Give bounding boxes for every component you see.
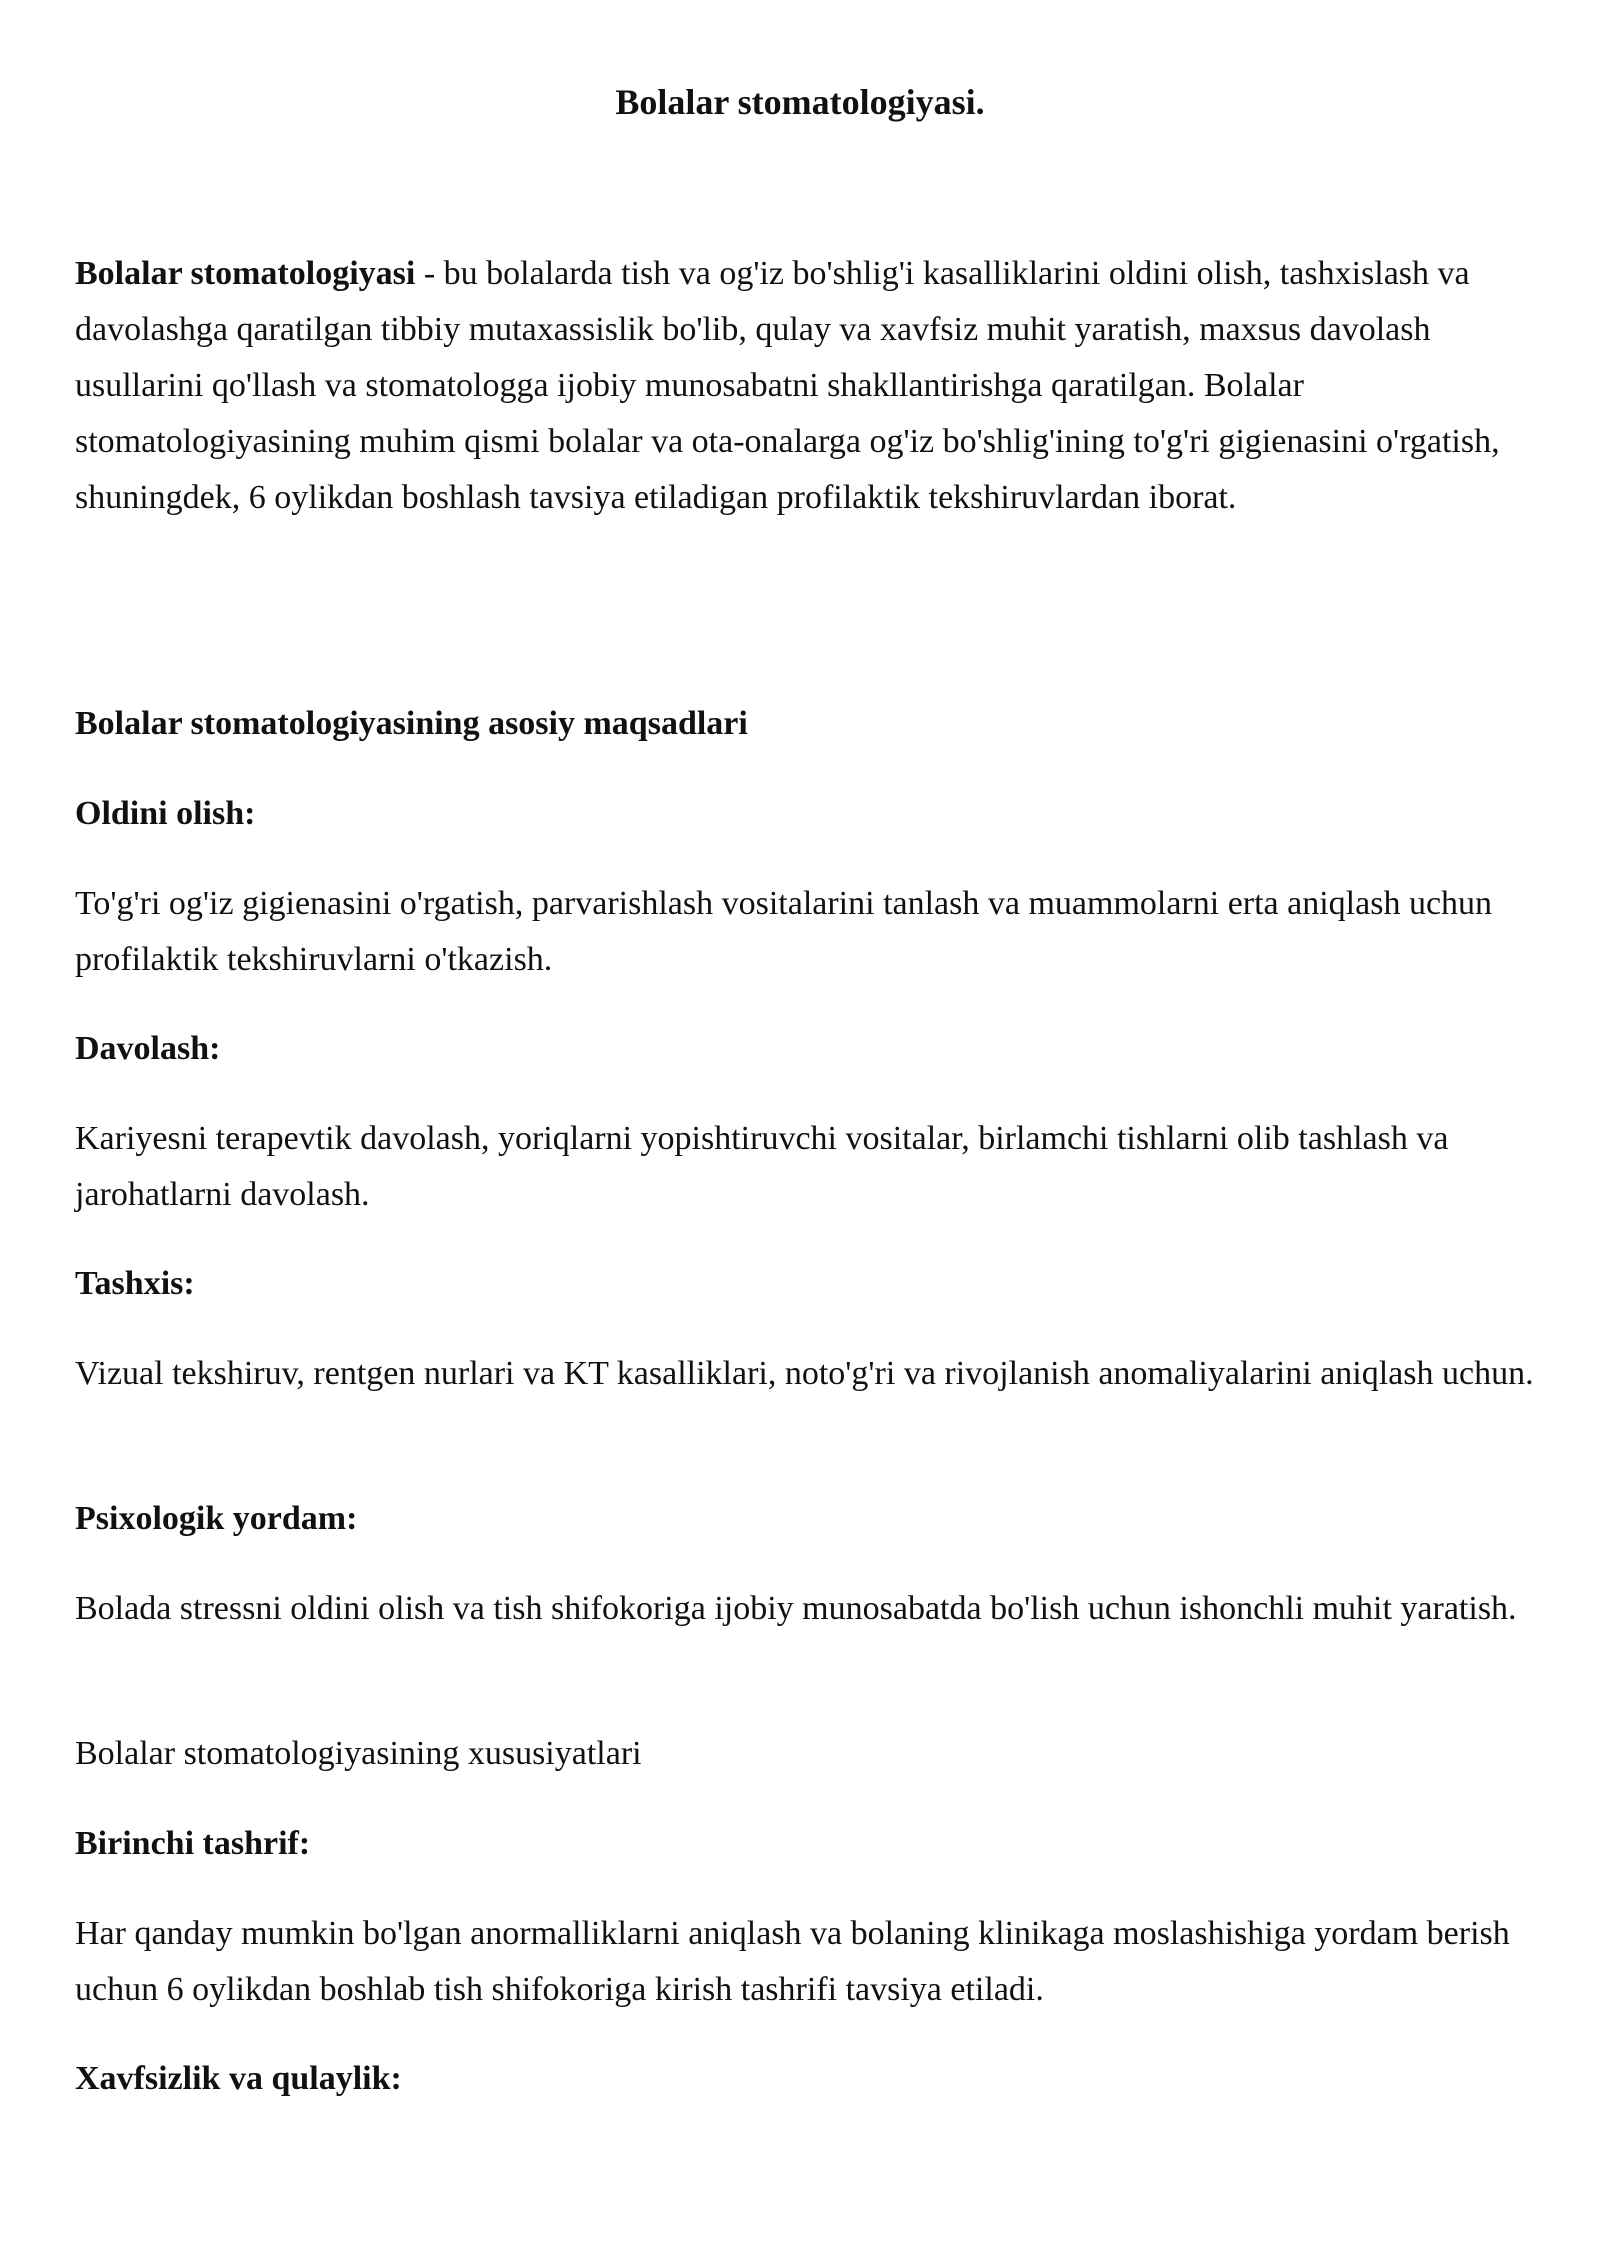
treatment-heading: Davolash: (75, 1030, 221, 1067)
first-visit-heading: Birinchi tashrif: (75, 1825, 311, 1862)
treatment-text: Kariyesni terapevtik davolash, yoriqlarni yopishtiruvchi vositalar, birlamchi tishlarni olib tashlash va jarohatlarni davolash. (75, 1120, 1449, 1213)
diagnosis-heading: Tashxis: (75, 1265, 195, 1302)
prevention-text: To'g'ri og'iz gigienasini o'rgatish, parvarishlash vositalarini tanlash va muammolarni erta aniqlash uchun profilaktik tekshiruvlarni o'tkazish. (75, 885, 1493, 978)
prevention-heading: Oldini olish: (75, 795, 256, 832)
intro-text: - bu bolalarda tish va og'iz bo'shlig'i kasalliklarini oldini olish, tashxislash va davolashga qaratilgan tibbiy mutaxassislik bo'lib, qulay va xavfsiz muhit yaratish, maxsus davolash usullarini qo'llash va stomatologga ijobiy munosabatni shakllantirishga qaratilgan. Bolalar stomatologiyasining muhim qismi bolalar va ota-onalarga og'iz bo'shlig'ining to'g'ri gigienasini o'rgatish, shuningdek, 6 oylikdan boshlash tavsiya etiladigan profilaktik tekshiruvlardan iborat. (75, 255, 1500, 516)
first-visit-text: Har qanday mumkin bo'lgan anormalliklarni aniqlash va bolaning klinikaga moslashishiga yordam berish uchun 6 oylikdan boshlab tish shifokoriga kirish tashrifi tavsiya etiladi. (75, 1915, 1510, 2008)
intro-paragraph (75, 246, 1535, 526)
psychology-heading: Psixologik yordam: (75, 1500, 358, 1537)
features-heading: Bolalar stomatologiyasining xususiyatlari (75, 1735, 642, 1772)
psychology-text: Bolada stressni oldini olish va tish shifokoriga ijobiy munosabatda bo'lish uchun ishonchli muhit yaratish. (75, 1590, 1517, 1627)
document-title: Bolalar stomatologiyasi. (615, 82, 985, 122)
intro-term: Bolalar stomatologiyasi (75, 255, 416, 292)
goals-heading: Bolalar stomatologiyasining asosiy maqsadlari (75, 705, 748, 742)
diagnosis-text: Vizual tekshiruv, rentgen nurlari va KT kasalliklari, noto'g'ri va rivojlanish anomaliyalarini aniqlash uchun. (75, 1355, 1534, 1392)
safety-heading: Xavfsizlik va qulaylik: (75, 2060, 402, 2097)
